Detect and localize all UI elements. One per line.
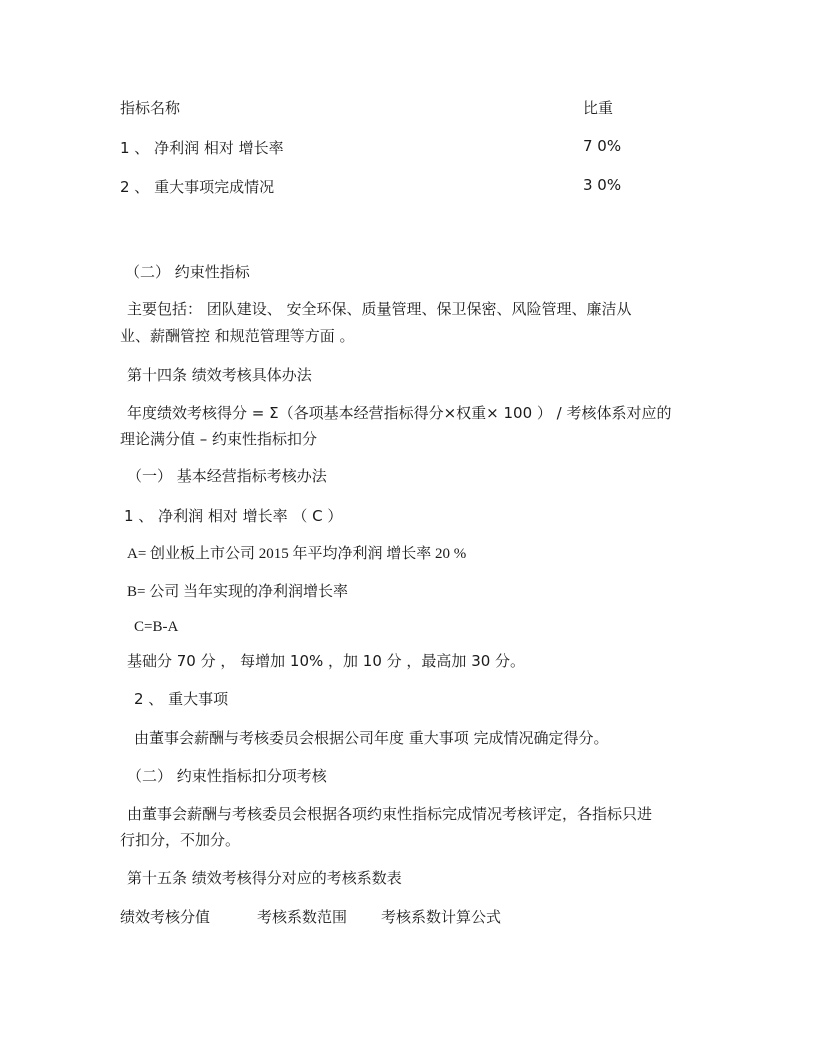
paragraph-line: 由董事会薪酬与考核委员会根据各项约束性指标完成情况考核评定，各指标只进 (127, 805, 653, 823)
formula-line: 年度绩效考核得分 = Σ（各项基本经营指标得分×权重× 100 ） / 考核体系对应的 (127, 404, 672, 422)
table-header-name: 指标名称 (120, 99, 181, 117)
definition-line: A= 创业板上市公司 2015 年平均净利润 增长率 20 % (127, 546, 467, 562)
definition-line: B= 公司 当年实现的净利润增长率 (127, 584, 348, 600)
definition-line: C=B-A (134, 619, 179, 635)
paragraph-line: 业、薪酬管控 和规范管理等方面 。 (120, 327, 355, 345)
table-row-name: 1 、 净利润 相对 增长率 (120, 139, 284, 157)
article-title: 第十五条 绩效考核得分对应的考核系数表 (127, 869, 402, 887)
table-column-header: 考核系数计算公式 (381, 908, 502, 926)
paragraph-line: 由董事会薪酬与考核委员会根据公司年度 重大事项 完成情况确定得分。 (134, 729, 609, 747)
paragraph-line: 主要包括： 团队建设、 安全环保、质量管理、保卫保密、风险管理、廉洁从 (127, 300, 632, 318)
table-row-name: 2 、 重大事项完成情况 (120, 178, 275, 196)
table-header-weight: 比重 (583, 99, 614, 117)
formula-line: 理论满分值 – 约束性指标扣分 (120, 430, 318, 448)
table-row-weight: 3 0% (583, 176, 622, 194)
scoring-rule: 基础分 70 分 ， 每增加 10% ，加 10 分 ，最高加 30 分。 (127, 652, 526, 670)
table-row-weight: 7 0% (583, 137, 622, 155)
paragraph-line: 行扣分，不加分。 (120, 831, 241, 849)
table-column-header: 考核系数范围 (257, 908, 348, 926)
subsection-title: （一） 基本经营指标考核办法 (127, 467, 327, 485)
item-title: 2 、 重大事项 (134, 690, 229, 708)
section-title: （二） 约束性指标 (125, 263, 250, 281)
subsection-title: （二） 约束性指标扣分项考核 (127, 767, 327, 785)
article-title: 第十四条 绩效考核具体办法 (127, 366, 312, 384)
table-column-header: 绩效考核分值 (120, 908, 211, 926)
item-title: 1 、 净利润 相对 增长率 （ C ） (124, 507, 343, 525)
